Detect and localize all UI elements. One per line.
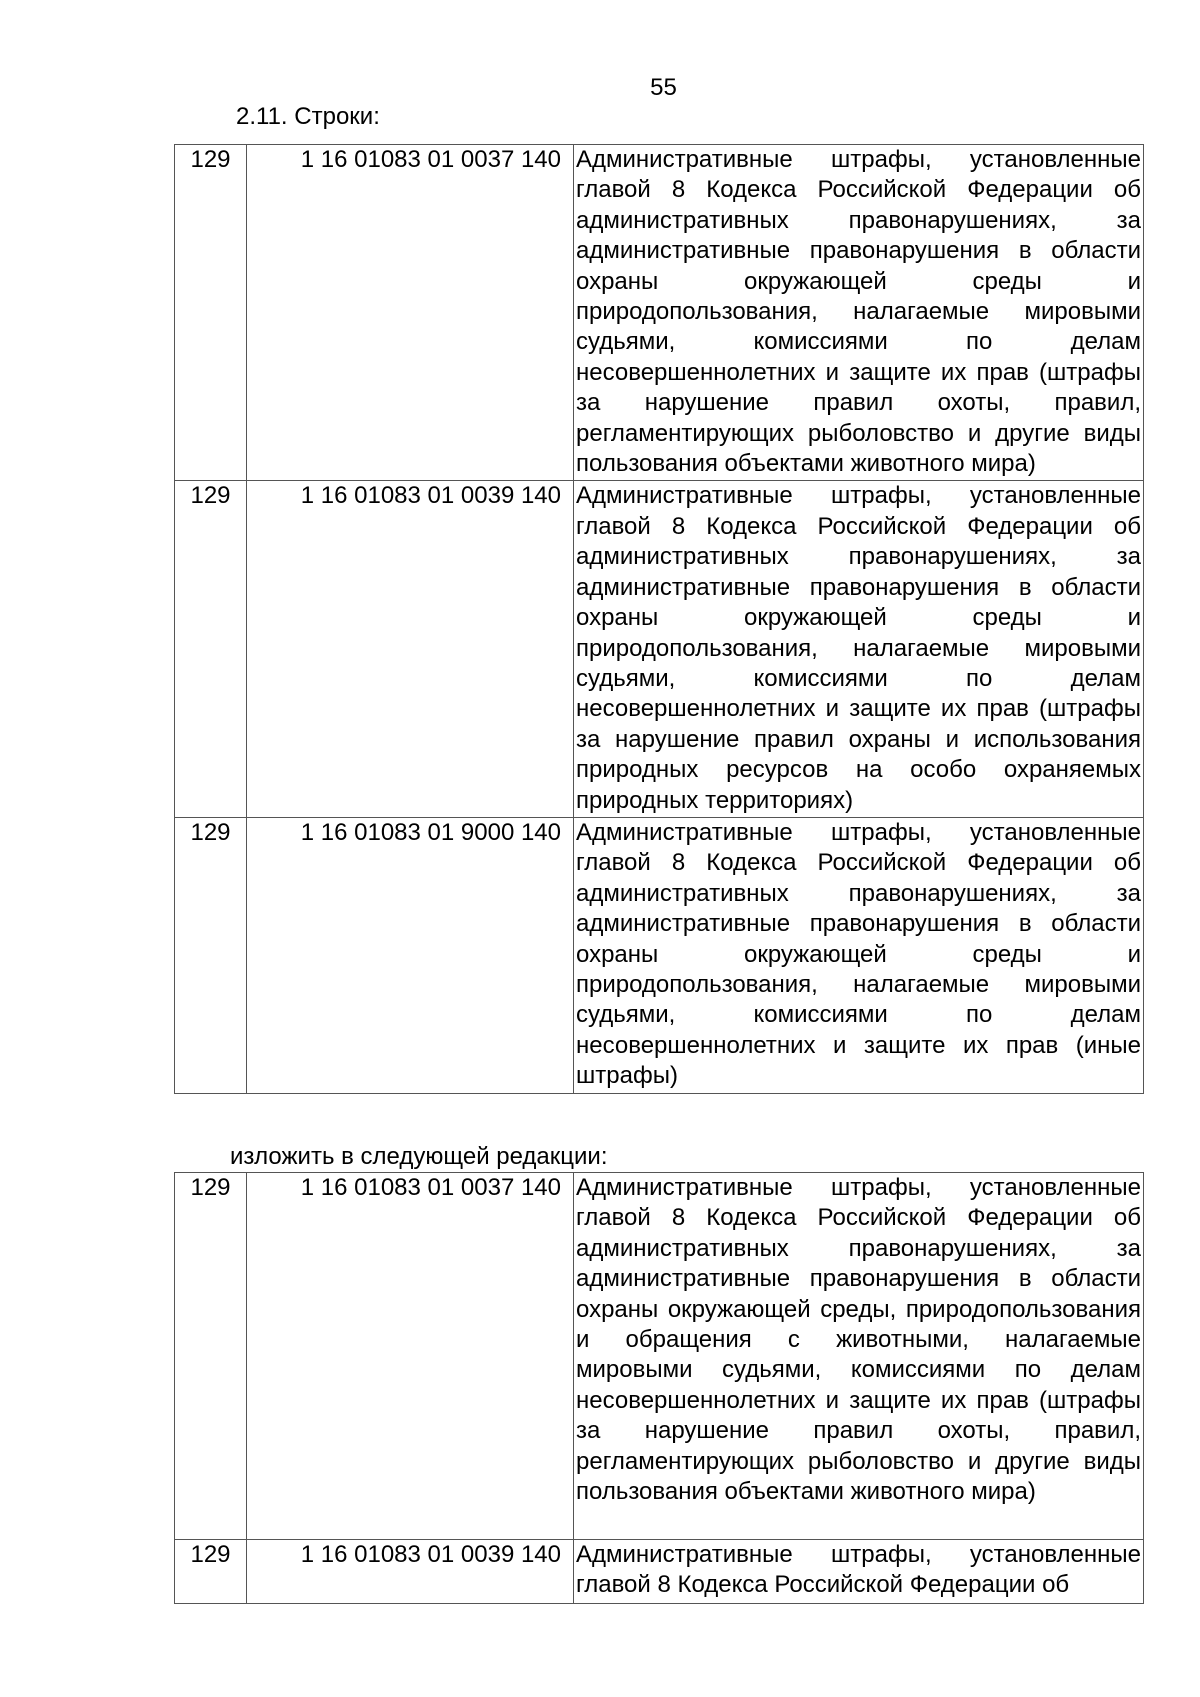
revenue-name-cell: Административные штрафы, установленные главой 8 Кодекса Российской Федерации об административных правонарушениях, за административные правонарушения в области охраны окружающей среды, природопользования и обращения с животными, налагаемые мировыми судьями, комиссиями по делам несовершеннолетних и защите их прав (штрафы за нарушение правил охоты, правил, регламентирующих рыболовство и другие виды пользования объектами животного мира) [574,1173,1144,1540]
admin-code-cell: 129 [175,145,247,481]
replace-heading: изложить в следующей редакции: [230,1143,608,1170]
revenue-name-cell: Административные штрафы, установленные главой 8 Кодекса Российской Федерации об административных правонарушениях, за административные правонарушения в области охраны окружающей среды и природопользования, налагаемые мировыми судьями, комиссиями по делам несовершеннолетних и защите их прав (штрафы за нарушение правил охоты, правил, регламентирующих рыболовство и другие виды пользования объектами животного мира) [574,145,1144,481]
revenue-name-cell: Административные штрафы, установленные главой 8 Кодекса Российской Федерации об административных правонарушениях, за административные правонарушения в области охраны окружающей среды и природопользования, налагаемые мировыми судьями, комиссиями по делам несовершеннолетних и защите их прав (штрафы за нарушение правил охраны и использования природных ресурсов на особо охраняемых природных территориях) [574,481,1144,817]
admin-code-cell: 129 [175,481,247,817]
table-row [175,145,1144,481]
table-row [175,1173,1144,1540]
page-number: 55 [650,74,677,101]
table-row [175,817,1144,1093]
revenue-name-cell: Административные штрафы, установленные главой 8 Кодекса Российской Федерации об [574,1540,1144,1604]
budget-code-cell: 1 16 01083 01 0039 140 [247,481,574,817]
budget-code-cell: 1 16 01083 01 9000 140 [247,817,574,1093]
admin-code-cell: 129 [175,1173,247,1540]
budget-code-cell: 1 16 01083 01 0039 140 [247,1540,574,1604]
new-rows-table [174,1172,1144,1604]
table-row [175,481,1144,817]
old-rows-table [174,144,1144,1094]
budget-code-cell: 1 16 01083 01 0037 140 [247,1173,574,1540]
table-row [175,1540,1144,1604]
revenue-name-cell: Административные штрафы, установленные главой 8 Кодекса Российской Федерации об административных правонарушениях, за административные правонарушения в области охраны окружающей среды и природопользования, налагаемые мировыми судьями, комиссиями по делам несовершеннолетних и защите их прав (иные штрафы) [574,817,1144,1093]
admin-code-cell: 129 [175,1540,247,1604]
section-heading: 2.11. Строки: [236,103,380,130]
admin-code-cell: 129 [175,817,247,1093]
budget-code-cell: 1 16 01083 01 0037 140 [247,145,574,481]
